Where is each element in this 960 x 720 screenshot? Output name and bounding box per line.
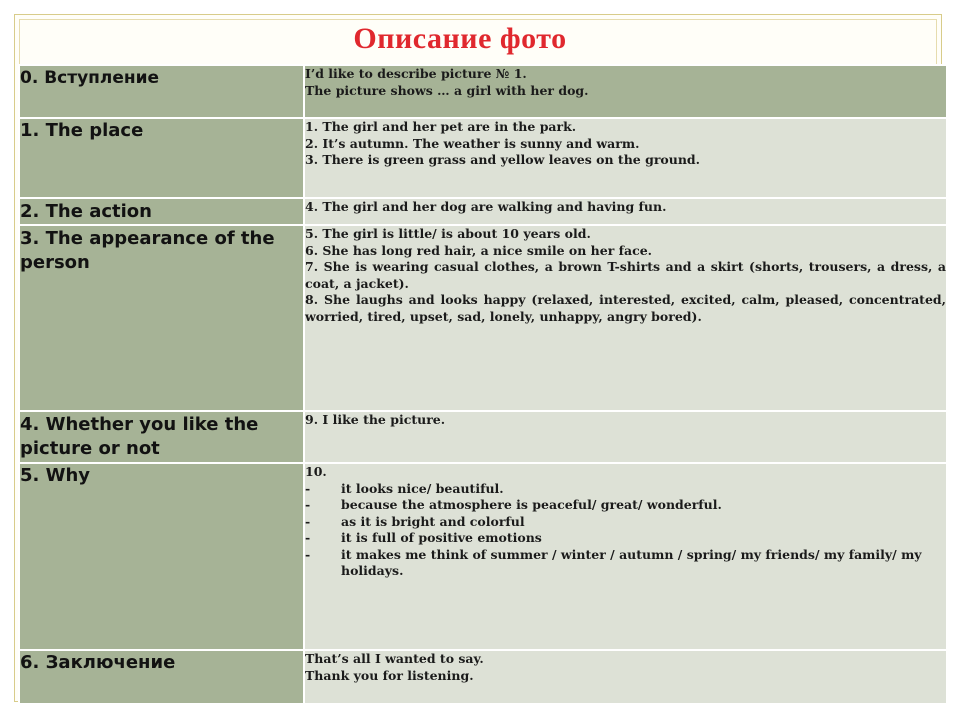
list-item bbox=[305, 481, 946, 498]
dash-bullet: - bbox=[305, 513, 311, 529]
list-item bbox=[305, 547, 946, 580]
table-row bbox=[19, 650, 947, 704]
row-label: 6. Заключение bbox=[19, 650, 304, 704]
content-line: 1. The girl and her pet are in the park. bbox=[305, 119, 577, 134]
content-line: I’d like to describe picture № 1. bbox=[305, 66, 527, 81]
row-label: 2. The action bbox=[19, 198, 304, 225]
content-line: 7. She is wearing casual clothes, a brown T-shirts and a skirt (shorts, trousers, a dress, a coat, a jacket). bbox=[305, 259, 946, 291]
table-row bbox=[19, 463, 947, 650]
row-content bbox=[304, 118, 947, 198]
list-item-text: it is full of positive emotions bbox=[341, 530, 542, 545]
table-row bbox=[19, 411, 947, 463]
table-row bbox=[19, 198, 947, 225]
content-line: Thank you for listening. bbox=[305, 667, 474, 683]
row-content bbox=[304, 198, 947, 225]
list-item bbox=[305, 497, 946, 514]
row-content bbox=[304, 463, 947, 650]
row-label: 4. Whether you like the picture or not bbox=[19, 411, 304, 463]
row-label: 1. The place bbox=[19, 118, 304, 198]
list-item bbox=[305, 530, 946, 547]
row-content bbox=[304, 650, 947, 704]
table-row bbox=[19, 118, 947, 198]
content-line: 9. I like the picture. bbox=[305, 412, 446, 427]
reason-list bbox=[305, 481, 946, 580]
list-item-text: as it is bright and colorful bbox=[341, 513, 525, 529]
description-table bbox=[18, 64, 948, 705]
dash-bullet: - bbox=[305, 546, 311, 562]
dash-bullet: - bbox=[305, 497, 311, 512]
content-line: 8. She laughs and looks happy (relaxed, interested, excited, calm, pleased, concentrated, worried, tired, upset, sad, lonely, unhappy, angry bored). bbox=[305, 292, 946, 324]
dash-bullet: - bbox=[305, 480, 311, 496]
content-line: 2. It’s autumn. The weather is sunny and warm. bbox=[305, 135, 640, 151]
content-line: The picture shows … a girl with her dog. bbox=[305, 82, 589, 98]
row-label: 5. Why bbox=[19, 463, 304, 650]
page-title: Описание фото bbox=[353, 22, 567, 55]
row-content bbox=[304, 225, 947, 411]
row-content bbox=[304, 411, 947, 463]
content-line: That’s all I wanted to say. bbox=[305, 651, 484, 666]
content-line: 4. The girl and her dog are walking and having fun. bbox=[305, 199, 667, 214]
content-line: 6. She has long red hair, a nice smile on her face. bbox=[305, 242, 653, 258]
row-label: 3. The appearance of the person bbox=[19, 225, 304, 411]
content-line: 3. There is green grass and yellow leaves on the ground. bbox=[305, 152, 701, 167]
row-content bbox=[304, 65, 947, 118]
table-row bbox=[19, 225, 947, 411]
dash-bullet: - bbox=[305, 530, 311, 545]
list-item-text: it looks nice/ beautiful. bbox=[341, 480, 504, 496]
table-row bbox=[19, 65, 947, 118]
row-label: 0. Вступление bbox=[19, 65, 304, 118]
content-line: 5. The girl is little/ is about 10 years old. bbox=[305, 226, 591, 241]
content-heading: 10. bbox=[305, 464, 327, 479]
list-item-text: it makes me think of summer / winter / autumn / spring/ my friends/ my family/ my holidays. bbox=[341, 546, 922, 578]
list-item-text: because the atmosphere is peaceful/ great/ wonderful. bbox=[341, 497, 722, 512]
list-item bbox=[305, 514, 946, 531]
